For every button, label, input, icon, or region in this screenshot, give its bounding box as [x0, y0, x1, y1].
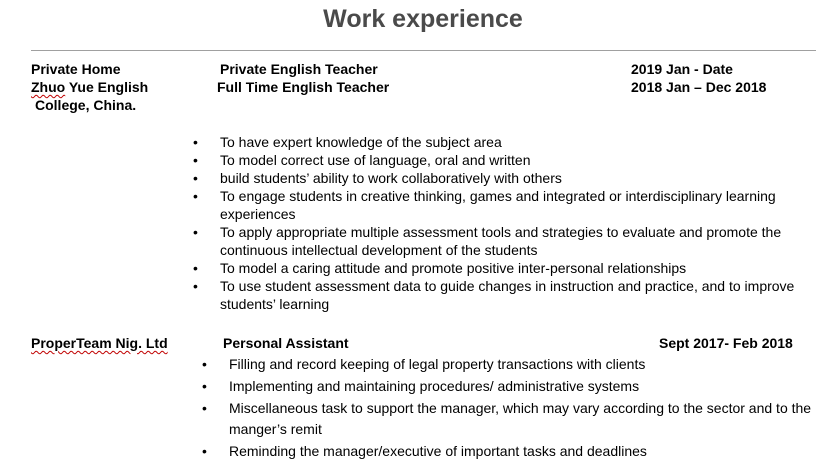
list-item: • Implementing and maintaining procedures/ administrative systems — [229, 376, 819, 397]
list-item: • To model a caring attitude and promote positive inter-personal relationships — [220, 259, 820, 277]
job1-date2: 2018 Jan – Dec 2018 — [631, 79, 767, 95]
job1-employer-misspelled-word: Zhuo — [31, 79, 66, 95]
job1-employer-line2 — [31, 79, 148, 95]
list-item: • To model correct use of language, oral and written — [220, 151, 820, 169]
list-item: • To have expert knowledge of the subject area — [220, 133, 820, 151]
job1-duties-list — [220, 133, 820, 313]
job1-employer-line1: Private Home — [31, 61, 121, 77]
list-item: • build students’ ability to work collaboratively with others — [220, 169, 820, 187]
title-divider — [31, 50, 816, 51]
list-item: • Reminding the manager/executive of important tasks and deadlines — [229, 441, 819, 462]
job1-role2: Full Time English Teacher — [217, 79, 390, 95]
list-item: • To apply appropriate multiple assessment tools and strategies to evaluate and promote the continuous intellectual development of the students — [220, 223, 820, 259]
section-title: Work experience — [323, 5, 523, 33]
job2-employer: ProperTeam Nig. Ltd — [31, 335, 168, 351]
list-item: • Miscellaneous task to support the manager, which may vary according to the sector and to the manger’s remit — [229, 398, 819, 440]
job2-duties-list — [229, 354, 819, 463]
job1-employer-line2-rest: Yue English — [65, 79, 149, 95]
job2-date: Sept 2017- Feb 2018 — [659, 335, 793, 351]
job1-role1: Private English Teacher — [220, 61, 378, 77]
job1-employer-line3: College, China. — [35, 97, 137, 113]
job1-date1: 2019 Jan - Date — [631, 61, 733, 77]
list-item: • To use student assessment data to guide changes in instruction and practice, and to improve students’ learning — [220, 277, 820, 313]
job2-role: Personal Assistant — [223, 335, 349, 351]
list-item: • To engage students in creative thinking, games and integrated or interdisciplinary learning experiences — [220, 187, 820, 223]
list-item: • Filling and record keeping of legal property transactions with clients — [229, 354, 819, 375]
